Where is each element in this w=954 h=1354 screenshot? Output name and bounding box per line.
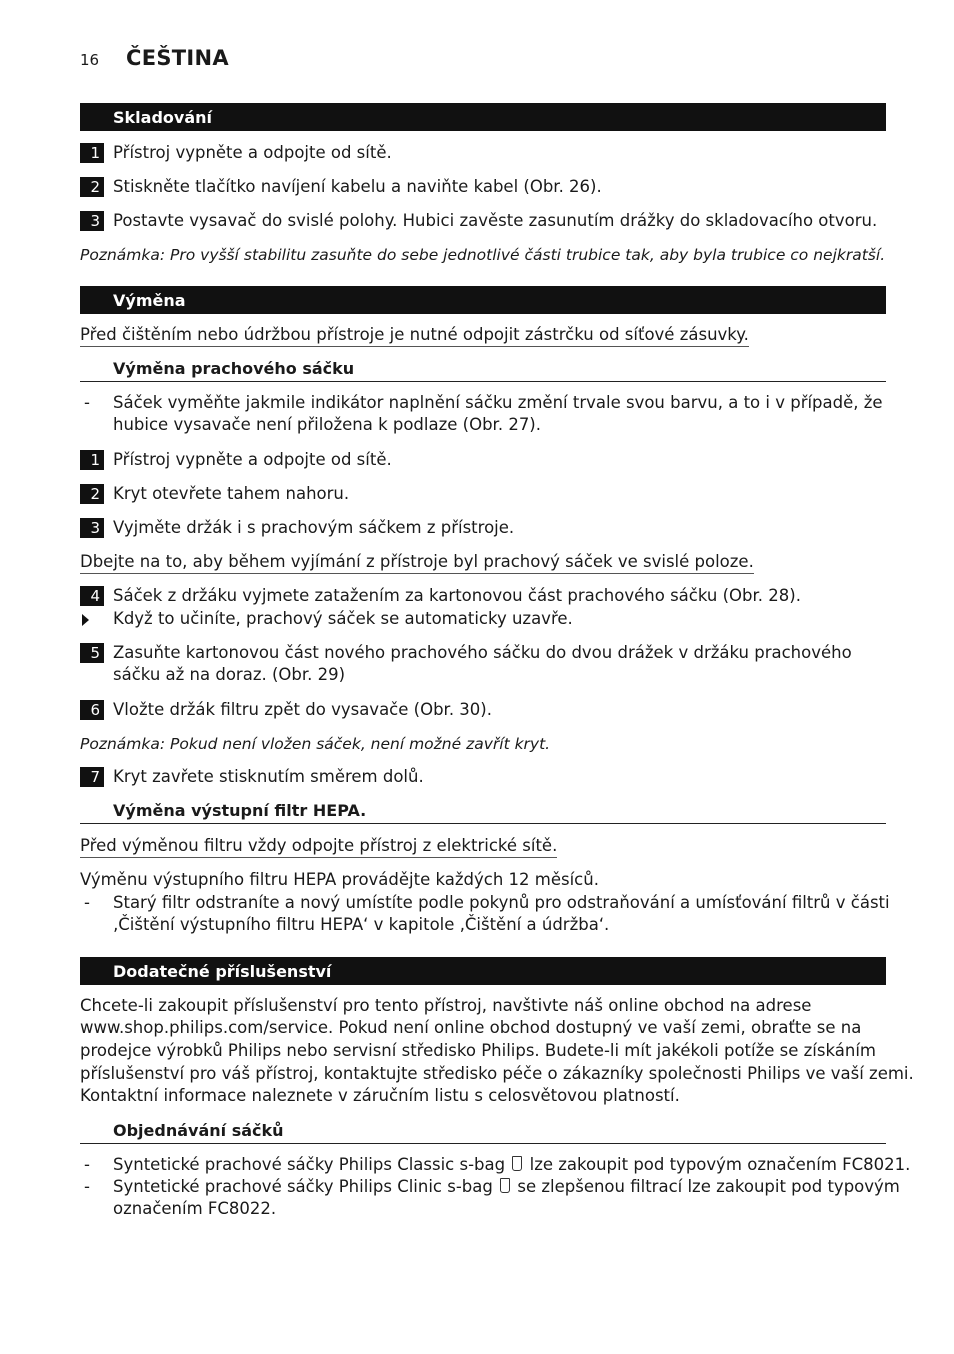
step-text: Kryt otevřete tahem nahoru. <box>113 484 350 503</box>
dustbag-caution: Dbejte na to, aby během vyjímání z přístroje byl prachový sáček ve svislé poloze. <box>80 552 754 574</box>
bag-clinic-text-end: se zlepšenou filtrací lze zakoupit pod typovým <box>517 1177 900 1196</box>
step-number: 6 <box>80 700 104 720</box>
step-text-line-1: Zasuňte kartonovou část nového prachového sáčku do dvou drážek v držáku prachového <box>113 643 852 662</box>
step-text-line-2: sáčku až na doraz. (Obr. 29) <box>113 665 346 684</box>
subhead-hepa: Výměna výstupní filtr HEPA. <box>80 800 886 824</box>
step-number: 3 <box>80 211 104 231</box>
dash-bullet: - <box>84 393 90 412</box>
accessories-line-2: www.shop.philips.com/service. Pokud není online obchod dostupný ve vaší zemi, obraťte se na <box>80 1018 862 1037</box>
bag-clinic-line-2: označením FC8022. <box>113 1199 277 1218</box>
section-bar-storage: Skladování <box>80 103 886 131</box>
accessories-line-3: prodejce výrobků Philips nebo servisní středisko Philips. Budete-li mít jakékoli potíže se získáním <box>80 1041 876 1060</box>
step-text: Kryt zavřete stisknutím směrem dolů. <box>113 767 424 786</box>
step-text: Postavte vysavač do svislé polohy. Hubici zavěste zasunutím drážky do skladovacího otvoru. <box>113 211 878 230</box>
hepa-caution: Před výměnou filtru vždy odpojte přístroj z elektrické sítě. <box>80 836 557 858</box>
step-text: Stiskněte tlačítko navíjení kabelu a naviňte kabel (Obr. 26). <box>113 177 602 196</box>
step-number: 3 <box>80 518 104 538</box>
step-text: Přístroj vypněte a odpojte od sítě. <box>113 143 392 162</box>
hepa-text: Výměnu výstupního filtru HEPA provádějte každých 12 měsíců. <box>80 870 599 889</box>
step-text: Sáček z držáku vyjmete zatažením za kartonovou část prachového sáčku (Obr. 28). <box>113 586 801 605</box>
dustbag-note: Poznámka: Pokud není vložen sáček, není možné zavřít kryt. <box>80 735 551 753</box>
result-text: Když to učiníte, prachový sáček se automaticky uzavře. <box>113 609 573 628</box>
accessories-line-1: Chcete-li zakoupit příslušenství pro tento přístroj, navštivte náš online obchod na adrese <box>80 996 812 1015</box>
step-number: 2 <box>80 177 104 197</box>
s-bag-icon <box>512 1156 522 1171</box>
step-number: 2 <box>80 484 104 504</box>
step-text: Vyjměte držák i s prachovým sáčkem z přístroje. <box>113 518 515 537</box>
step-number: 4 <box>80 586 104 606</box>
step-text: Přístroj vypněte a odpojte od sítě. <box>113 450 392 469</box>
dash-bullet: - <box>84 1177 90 1196</box>
bag-classic-text-end: lze zakoupit pod typovým označením FC8021. <box>529 1155 911 1174</box>
section-bar-accessories: Dodatečné příslušenství <box>80 957 886 985</box>
s-bag-icon <box>500 1178 510 1193</box>
step-text: Vložte držák filtru zpět do vysavače (Obr. 30). <box>113 700 492 719</box>
step-number: 1 <box>80 450 104 470</box>
dash-bullet: - <box>84 893 90 912</box>
subhead-ordering-bags: Objednávání sáčků <box>80 1120 886 1144</box>
result-arrow-icon <box>82 614 89 626</box>
step-number: 5 <box>80 643 104 663</box>
page-number: 16 <box>80 51 100 69</box>
section-bar-replacement: Výměna <box>80 286 886 314</box>
language-title: ČEŠTINA <box>126 46 229 70</box>
bullet-line-1: Sáček vyměňte jakmile indikátor naplnění sáčku změní trvale svou barvu, a to i v případě, že <box>113 393 883 412</box>
step-number: 7 <box>80 767 104 787</box>
step-number: 1 <box>80 143 104 163</box>
bag-clinic-text: Syntetické prachové sáčky Philips Clinic s-bag <box>113 1177 493 1196</box>
bullet-line-1: Starý filtr odstraníte a nový umístíte podle pokynů pro odstraňování a umísťování filtrů v části <box>113 893 890 912</box>
storage-note: Poznámka: Pro vyšší stabilitu zasuňte do sebe jednotlivé části trubice tak, aby byla trubice co nejkratší. <box>80 246 886 264</box>
bag-classic-text: Syntetické prachové sáčky Philips Classic s-bag <box>113 1155 506 1174</box>
bullet-line-2: hubice vysavače není přiložena k podlaze (Obr. 27). <box>113 415 541 434</box>
replacement-warning: Před čištěním nebo údržbou přístroje je nutné odpojit zástrčku od síťové zásuvky. <box>80 325 749 347</box>
accessories-line-4: příslušenství pro váš přístroj, kontaktujte středisko péče o zákazníky společnosti Philips ve vaší zemi. <box>80 1064 914 1083</box>
dash-bullet: - <box>84 1155 90 1174</box>
subhead-dustbag: Výměna prachového sáčku <box>80 358 886 382</box>
bullet-line-2: ‚Čištění výstupního filtru HEPA‘ v kapitole ‚Čištění a údržba‘. <box>113 915 610 934</box>
accessories-line-5: Kontaktní informace naleznete v záručním listu s celosvětovou platností. <box>80 1086 680 1105</box>
